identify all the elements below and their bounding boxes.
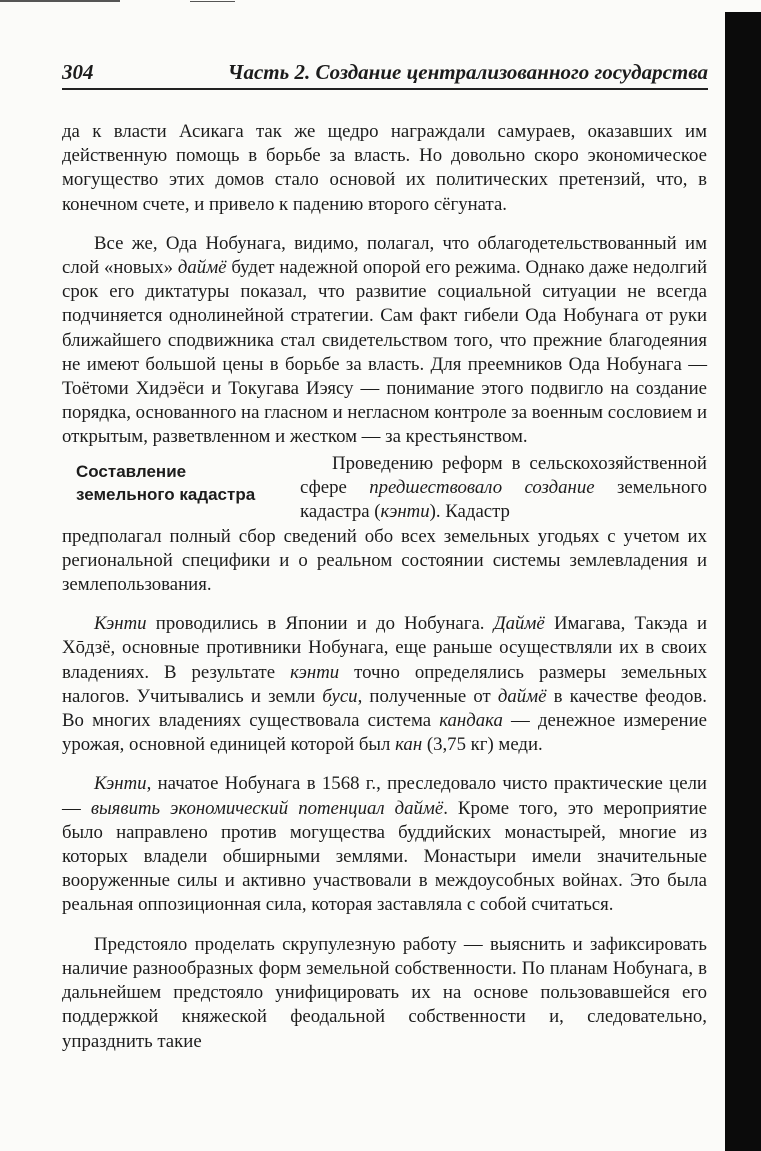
page-number: 304: [62, 60, 94, 84]
text-run: проводились в Японии и до Нобунага.: [146, 613, 494, 635]
italic-term: даймё: [177, 257, 227, 279]
text-run: Все же, Ода Нобунага, видимо, полагал, что облагодетельствованный им слой «новых»: [62, 232, 707, 279]
scan-artifact-line: [190, 1, 235, 2]
paragraph: [62, 772, 707, 917]
text-run: земельного кадастра (: [300, 476, 707, 523]
paragraph: [300, 452, 707, 525]
page-header: [62, 58, 708, 90]
scan-dark-edge: [725, 12, 761, 1151]
body-text: [62, 120, 707, 1054]
text-run: Проведению реформ в сельскохозяйственной сфере: [300, 452, 707, 498]
italic-term: Даймё: [493, 613, 545, 635]
text-run: (3,75 кг) меди.: [422, 734, 543, 756]
paragraph: [62, 612, 707, 757]
italic-term: Кэнти: [94, 613, 147, 635]
text-run: , полученные от: [357, 685, 498, 707]
text-run: — денежное измерение урожая, основной единицей которой был: [62, 710, 707, 756]
running-title: Часть 2. Создание централизованного государства: [227, 60, 708, 84]
paragraph: предполагал полный сбор сведений обо всех земельных угодьях с учетом их региональной специфики и о реальном состоянии системы землевладения и землепользования.: [62, 525, 707, 596]
italic-term: буси: [322, 685, 358, 707]
italic-term: предшествовало создание: [369, 476, 595, 498]
paragraph: [62, 232, 707, 450]
paragraph: Предстояло проделать скрупулезную работу — выяснить и зафиксировать наличие разнообразных форм земельной собственности. По планам Нобунага, в дальнейшем предстояло унифицировать их на основе пользовавшейся его поддержкой княжеской феодальной собственности и, следовательно, упразднить такие: [62, 933, 707, 1052]
text-run: будет надежной опорой его режима. Однако даже недолгий срок его диктатуры показал, что развитие социальной ситуации не всегда подчиняется однолинейной стратегии. Сам факт гибели Ода Нобунага от руки ближайшего сподвижника стал свидетельством того, что прежние благодеяния не имеют большой цены в борьбе за власть. Для преемников Ода Нобунага — Тоётоми Хидэёси и Токугава Иэясу — понимание этого подвигло на создание порядка, основанного на гласном и негласном контроле за военным сословием и открытым, разветвленном и жестком — за крестьянством.: [62, 257, 707, 448]
text-run: Имагава, Такэда и Хōдзё, основные противники Нобунага, еще раньше осуществляли их в своих владениях. В результате: [62, 613, 707, 683]
paragraph: да к власти Асикага так же щедро награждали самураев, оказавших им действенную помощь в борьбе за власть. Но довольно скоро экономическое могущество этих домов стало основой их политических претензий, что, в конечном счете, и привело к падению второго сёгуната.: [62, 121, 707, 215]
text-run: ). Кадастр: [429, 501, 510, 523]
text-run: , начатое Нобунага в 1568 г., преследовало чисто практические цели —: [62, 773, 707, 819]
scan-artifact-line: [0, 0, 120, 2]
text-run: . Кроме того, это мероприятие было направлено против могущества буддийских монастырей, многие из которых владели обширными землями. Монастыри имели значительные вооруженные силы и активно участвовали в междоусобных войнах. Это была реальная оппозиционная сила, которая заставляла с собой считаться.: [62, 797, 707, 916]
italic-term: кэнти: [380, 501, 430, 523]
sidenote-block: [62, 452, 707, 525]
italic-term: Кэнти: [94, 773, 147, 795]
italic-term: выявить экономический потенциал даймё: [90, 797, 444, 819]
text-run: точно определялись размеры земельных налогов. Учитывались и земли: [62, 661, 707, 707]
italic-term: кандака: [439, 710, 503, 732]
italic-term: даймё: [497, 685, 547, 707]
italic-term: кан: [395, 734, 423, 756]
italic-term: кэнти: [290, 661, 340, 683]
text-run: в качестве феодов. Во многих владениях существовала система: [62, 685, 707, 732]
marginal-heading: Составление земельного кадастра: [76, 461, 256, 504]
